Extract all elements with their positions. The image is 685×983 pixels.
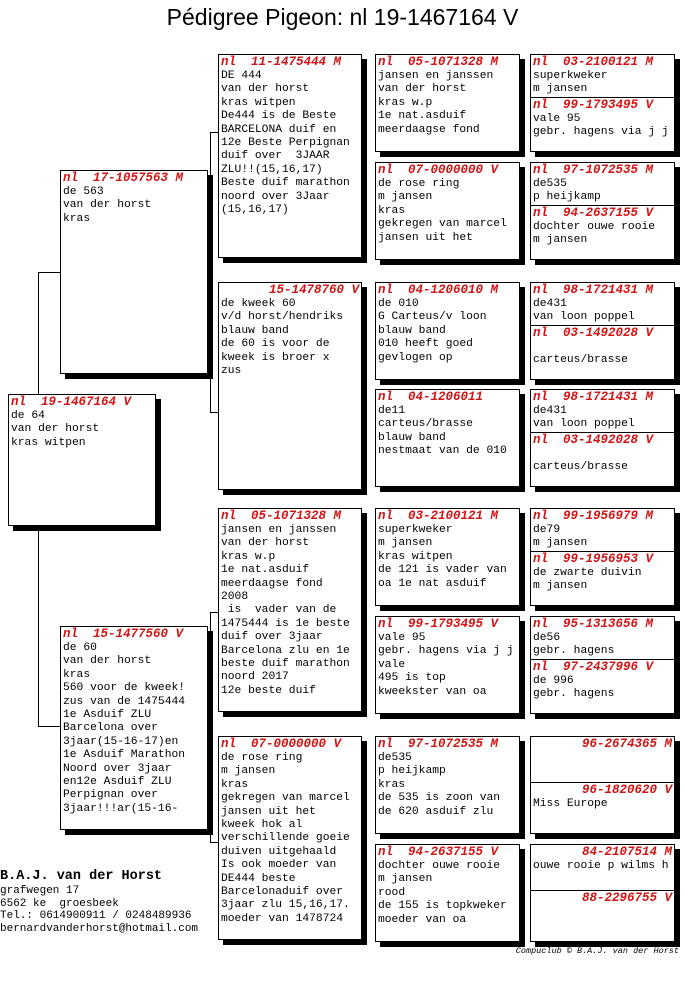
- info-line: BARCELONA duif en: [221, 123, 337, 136]
- owner-phone: Tel.: 0614900911 / 0248489936: [0, 910, 192, 923]
- pigeon-pair-card: [530, 616, 675, 714]
- info-line: gebr. hagens: [531, 645, 674, 659]
- ring-number: nl 99-1956953 V: [533, 551, 654, 566]
- ring-number: nl 15-1477560 V: [63, 627, 184, 641]
- info-line: Barcelona over: [63, 722, 158, 735]
- info-line: de 620 asduif zlu: [378, 805, 494, 818]
- connector-line: [38, 272, 60, 273]
- info-line: van loon poppel: [531, 311, 674, 325]
- pigeon-card-mm: [218, 736, 362, 940]
- info-line: de 996: [533, 674, 574, 687]
- info-line: duif over 3JAAR: [221, 150, 330, 163]
- info-line: m jansen: [378, 191, 433, 204]
- info-line: 3jaar!!!ar(15-16-: [63, 802, 179, 815]
- info-line: de 535 is zoon van: [378, 792, 501, 805]
- ring-number: nl 07-0000000 V: [378, 163, 499, 177]
- info-line: nestmaat van de 010: [378, 445, 507, 458]
- ring-number: nl 95-1313656 M: [533, 617, 654, 631]
- info-line: Perpignan over: [63, 789, 158, 802]
- ring-number: nl 05-1071328 M: [378, 55, 499, 69]
- info-line: 12e Beste Perpignan: [221, 137, 350, 150]
- info-line: gebr. hagens via j j: [533, 126, 669, 139]
- info-line: (15,16,17): [221, 204, 289, 217]
- ring-number: nl 97-2437996 V: [533, 659, 654, 674]
- pigeon-card-mff: [375, 508, 520, 606]
- pigeon-pair-card: [530, 162, 675, 260]
- info-line: de79: [533, 524, 561, 536]
- ring-number: nl 98-1721431 M: [533, 390, 654, 404]
- info-line: is vader van de: [221, 604, 337, 617]
- ring-number: nl 11-1475444 M: [221, 55, 342, 69]
- info-line: blauw band: [221, 324, 289, 337]
- ring-number: nl 94-2637155 V: [533, 205, 654, 220]
- info-line: de kweek 60: [221, 298, 296, 310]
- info-line: kras w.p: [378, 96, 433, 109]
- info-line: van loon poppel: [531, 418, 674, 432]
- info-line: van der horst: [63, 655, 152, 668]
- info-line: zus van de 1475444: [63, 695, 186, 708]
- info-line: de rose ring: [378, 178, 460, 190]
- info-line: 1475444 is 1e beste: [221, 617, 350, 630]
- pigeon-pair-card: [530, 54, 675, 152]
- info-line: jansen en janssen: [221, 524, 337, 536]
- info-line: de rose ring: [221, 752, 303, 764]
- info-line: vale 95: [378, 632, 426, 644]
- info-line: kras: [221, 778, 249, 791]
- info-line: ZLU!!(15,16,17): [221, 163, 323, 176]
- pigeon-card-fm: [218, 282, 362, 490]
- info-line: 495 is top: [378, 672, 446, 685]
- info-line: blauw band: [378, 324, 446, 337]
- ring-number: nl 98-1721431 M: [533, 283, 654, 297]
- info-line: kras: [63, 212, 91, 225]
- pigeon-pair-card: [530, 508, 675, 606]
- info-line: verschillende goeie: [221, 832, 350, 845]
- info-line: de431: [533, 298, 567, 310]
- info-line: de 121 is vader van: [378, 564, 507, 577]
- info-line: beste duif marathon: [221, 658, 350, 671]
- info-line: p heijkamp: [531, 191, 674, 205]
- ring-number: nl 03-1492028 V: [533, 432, 654, 447]
- pigeon-pair-card: [530, 282, 675, 380]
- ring-number: 88-2296755 V: [581, 891, 672, 905]
- info-line: gevlogen op: [378, 351, 453, 364]
- info-line: m jansen: [533, 234, 588, 247]
- info-line: blauw band: [378, 431, 446, 444]
- connector-line: [38, 272, 39, 394]
- info-line: kras: [63, 668, 91, 681]
- connector-line: [210, 612, 218, 613]
- info-line: jansen uit het: [221, 805, 316, 818]
- info-line: van der horst: [63, 199, 152, 212]
- connector-line: [210, 842, 218, 843]
- info-line: Beste duif marathon: [221, 177, 350, 190]
- info-line: de 563: [63, 186, 104, 198]
- ring-number: nl 19-1467164 V: [11, 395, 132, 409]
- info-line: kras: [378, 778, 406, 791]
- info-line: Noord over 3jaar: [63, 762, 172, 775]
- ring-number: nl 99-1956979 M: [533, 509, 654, 523]
- info-line: gebr. hagens via j j: [378, 645, 514, 658]
- pigeon-card-ff: [218, 54, 362, 258]
- info-line: m jansen: [221, 765, 276, 778]
- pigeon-card-fmm: [375, 389, 520, 487]
- pigeon-card-fff: [375, 54, 520, 152]
- ring-number: 96-2674365 M: [531, 737, 674, 783]
- info-line: oa 1e nat asduif: [378, 577, 487, 590]
- ring-number: nl 04-1206010 M: [378, 283, 499, 297]
- info-line: de 010: [378, 298, 419, 310]
- info-line: noord 2017: [221, 671, 289, 684]
- info-line: gekregen van marcel: [378, 218, 507, 231]
- footer-credit: Compuclub © B.A.J. van der Horst: [515, 946, 679, 956]
- owner-block: [0, 868, 198, 936]
- ring-number: nl 03-1492028 V: [533, 325, 654, 340]
- ring-number: nl 94-2637155 V: [378, 845, 499, 859]
- info-line: kras witpen: [221, 96, 296, 109]
- info-line: jansen en janssen: [378, 70, 494, 82]
- info-line: 2008: [221, 591, 249, 604]
- info-line: zus: [221, 365, 242, 378]
- pigeon-card-mother: [60, 626, 208, 830]
- info-line: 1e Asduif Marathon: [63, 749, 186, 762]
- pigeon-card-subject: [8, 394, 156, 526]
- info-line: de zwarte duivin: [533, 566, 642, 579]
- ring-number: 15-1478760 V: [268, 283, 359, 297]
- info-line: moeder van oa: [378, 913, 467, 926]
- ring-number: nl 03-2100121 M: [378, 509, 499, 523]
- info-line: 1e nat.asduif: [221, 564, 310, 577]
- info-line: 1e nat.asduif: [378, 110, 467, 123]
- info-line: 3jaar(15-16-17)en: [63, 735, 179, 748]
- info-line: Is ook moeder van: [221, 859, 337, 872]
- info-line: [531, 341, 674, 354]
- info-line: m jansen: [531, 83, 674, 97]
- pigeon-pair-card: [530, 844, 675, 942]
- info-line: p heijkamp: [378, 765, 446, 778]
- info-line: duiven uitgehaald: [221, 845, 337, 858]
- info-line: 12e beste duif: [221, 684, 316, 697]
- info-line: v/d horst/hendriks: [221, 311, 344, 324]
- info-line: kweek hok al: [221, 819, 303, 832]
- info-line: van der horst: [11, 423, 100, 436]
- pigeon-card-mf: [218, 508, 362, 712]
- ring-number: nl 99-1793495 V: [533, 97, 654, 112]
- info-line: de56: [533, 632, 561, 644]
- info-line: gekregen van marcel: [221, 792, 350, 805]
- pigeon-card-ffm: [375, 162, 520, 260]
- pigeon-card-mmm: [375, 844, 520, 942]
- connector-line: [38, 726, 60, 727]
- info-line: Miss Europe: [533, 798, 608, 810]
- ring-number: nl 17-1057563 M: [63, 171, 184, 185]
- info-line: kweek is broer x: [221, 351, 330, 364]
- pigeon-card-fmf: [375, 282, 520, 380]
- owner-email: bernardvanderhorst@hotmail.com: [0, 923, 199, 936]
- connector-line: [210, 412, 218, 413]
- ring-number: nl 04-1206011: [378, 390, 484, 404]
- pigeon-pair-card: [530, 389, 675, 487]
- info-line: [531, 448, 674, 461]
- connector-line: [210, 132, 218, 133]
- info-line: de 64: [11, 410, 45, 422]
- ring-number: 96-1820620 V: [581, 783, 672, 797]
- info-line: dochter ouwe rooie: [533, 220, 656, 233]
- ring-number: nl 99-1793495 V: [378, 617, 499, 631]
- info-line: 560 voor de kweek!: [63, 682, 186, 695]
- info-line: noord over 3Jaar: [221, 190, 330, 203]
- page-title: Pédigree Pigeon: nl 19-1467164 V: [166, 4, 519, 30]
- info-line: van der horst: [378, 83, 467, 96]
- info-line: kras witpen: [11, 436, 86, 449]
- info-line: carteus/brasse: [533, 460, 628, 473]
- info-line: de 60 is voor de: [221, 338, 330, 351]
- ring-number: nl 97-1072535 M: [378, 737, 499, 751]
- info-line: de11: [378, 405, 406, 417]
- pigeon-card-mmf: [375, 736, 520, 834]
- info-line: Barcelona zlu en 1e: [221, 644, 350, 657]
- ring-number: nl 07-0000000 V: [221, 737, 342, 751]
- info-line: van der horst: [221, 83, 310, 96]
- info-line: meerdaagse fond: [221, 577, 323, 590]
- ring-number: 84-2107514 M: [581, 845, 672, 859]
- info-line: carteus/brasse: [378, 418, 473, 431]
- info-line: kras: [378, 204, 406, 217]
- info-line: de535: [533, 178, 567, 190]
- info-line: ouwe rooie p wilms h: [531, 860, 674, 891]
- info-line: jansen uit het: [378, 231, 473, 244]
- info-line: m jansen: [378, 537, 433, 550]
- owner-address: grafwegen 17: [0, 885, 80, 897]
- info-line: 010 heeft goed: [378, 338, 473, 351]
- info-line: DE444 beste: [221, 872, 296, 885]
- pigeon-card-mfm: [375, 616, 520, 714]
- pigeon-pair-card: [530, 736, 675, 834]
- info-line: m jansen: [531, 537, 674, 551]
- info-line: superkweker: [533, 70, 608, 82]
- info-line: moeder van 1478724: [221, 912, 344, 925]
- info-line: rood: [378, 886, 406, 899]
- info-line: carteus/brasse: [533, 353, 628, 366]
- info-line: superkweker: [378, 524, 453, 536]
- info-line: van der horst: [221, 537, 310, 550]
- info-line: m jansen: [533, 580, 588, 593]
- info-line: kras w.p: [221, 550, 276, 563]
- pigeon-card-father: [60, 170, 208, 374]
- owner-postal: 6562 ke groesbeek: [0, 897, 119, 910]
- info-line: kweekster van oa: [378, 685, 487, 698]
- ring-number: nl 05-1071328 M: [221, 509, 342, 523]
- info-line: duif over 3jaar: [221, 631, 323, 644]
- info-line: vale 95: [533, 112, 581, 125]
- connector-line: [38, 526, 39, 726]
- info-line: kras witpen: [378, 550, 453, 563]
- connector-line: [210, 612, 211, 842]
- ring-number: nl 97-1072535 M: [533, 163, 654, 177]
- connector-line: [210, 132, 211, 412]
- info-line: De444 is de Beste: [221, 110, 337, 123]
- info-line: de 60: [63, 642, 97, 654]
- info-line: DE 444: [221, 70, 262, 82]
- info-line: 1e Asduif ZLU: [63, 709, 152, 722]
- info-line: dochter ouwe rooie: [378, 860, 501, 872]
- info-line: 3jaar zlu 15,16,17.: [221, 899, 350, 912]
- info-line: m jansen: [378, 873, 433, 886]
- info-line: de 155 is topkweker: [378, 900, 507, 913]
- info-line: de535: [378, 752, 412, 764]
- ring-number: nl 03-2100121 M: [533, 55, 654, 69]
- info-line: G Carteus/v loon: [378, 311, 487, 324]
- info-line: meerdaagse fond: [378, 123, 480, 136]
- info-line: vale: [378, 658, 406, 671]
- info-line: gebr. hagens: [533, 688, 615, 701]
- owner-name: B.A.J. van der Horst: [0, 869, 163, 884]
- info-line: Barcelonaduif over: [221, 886, 344, 899]
- info-line: de431: [533, 405, 567, 417]
- info-line: en12e Asduif ZLU: [63, 776, 172, 789]
